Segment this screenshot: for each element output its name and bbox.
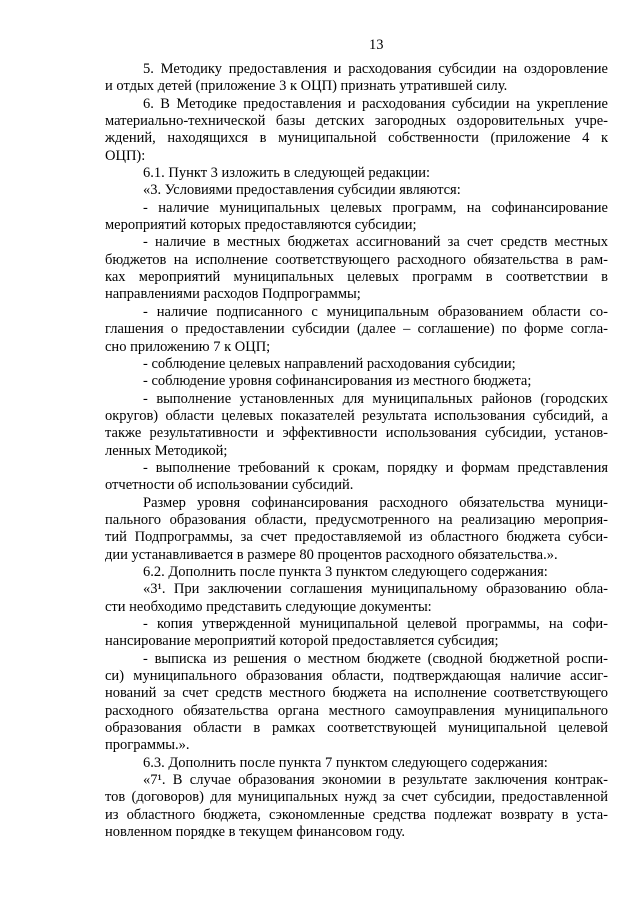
document-body	[105, 61, 608, 841]
text-line: расходного обязательства органа местного самоуправления муниципального	[105, 702, 608, 719]
condition-target-programs	[105, 200, 608, 235]
text-line: «7¹. В случае образования экономии в результате заключения контрак-	[143, 772, 608, 789]
text-line: дии устанавливается в размере 80 процентов расходного обязательства.».	[105, 546, 558, 563]
condition-target-spending	[105, 356, 608, 373]
text-line: также результативности и эффективности использования субсидии, установ-	[105, 425, 608, 442]
text-line: из областного бюджета, сэкономленные средства подлежат возврату в уста-	[105, 806, 608, 823]
cofinancing-rate-paragraph	[105, 495, 608, 564]
text-line: материально-технической базы детских загородных оздоровительных учре-	[105, 113, 608, 130]
text-line: сти необходимо представить следующие документы:	[105, 598, 432, 615]
quoted-point-3	[105, 182, 608, 199]
text-line: 6. В Методике предоставления и расходования субсидии на укрепление	[143, 95, 608, 112]
text-line: - наличие в местных бюджетах ассигнований за счет средств местных	[143, 234, 608, 251]
text-line: - выполнение требований к срокам, порядку и формам представления	[143, 459, 608, 476]
clause-6-2	[105, 564, 608, 581]
text-line: - копия утвержденной муниципальной целевой программы, на софи-	[143, 616, 608, 632]
text-line: и отдых детей (приложение 3 к ОЦП) признать утратившей силу.	[105, 78, 508, 95]
text-line: нований за счет средств местного бюджета на исполнение соответствующего	[105, 685, 608, 702]
document-budget-extract	[105, 651, 608, 755]
text-line: - выписка из решения о местном бюджете (сводной бюджетной роспи-	[143, 650, 608, 667]
quoted-point-7-1	[105, 772, 608, 841]
text-line: тов (договоров) для муниципальных нужд за счет субсидии, предоставленной	[105, 789, 608, 806]
condition-local-budget-allocations	[105, 234, 608, 303]
condition-cofinancing-level	[105, 373, 608, 390]
text-line: мероприятий которых предоставляются субсидии;	[105, 217, 417, 234]
text-line: - соблюдение уровня софинансирования из местного бюджета;	[143, 373, 532, 390]
text-line: 5. Методику предоставления и расходования субсидии на оздоровление	[143, 61, 608, 77]
text-line: - наличие муниципальных целевых программ, на софинансирование	[143, 199, 608, 216]
text-line: округов) области целевых показателей результата использования субсидий, а	[105, 407, 608, 424]
text-line: новленном порядке в текущем финансовом году.	[105, 824, 405, 841]
text-line: си) муниципального образования области, подтверждающая наличие ассиг-	[105, 668, 608, 685]
text-line: 6.3. Дополнить после пункта 7 пунктом следующего содержания:	[143, 754, 548, 771]
text-line: ждений, находящихся в муниципальной собственности (приложение 4 к	[105, 130, 608, 147]
text-line: «3. Условиями предоставления субсидии являются:	[143, 182, 461, 199]
text-line: пального образования области, предусмотренного на реализацию мероприя-	[105, 511, 608, 528]
condition-reporting-requirements	[105, 460, 608, 495]
page-number: 13	[369, 37, 384, 53]
quoted-point-3-1	[105, 581, 608, 616]
condition-signed-agreement	[105, 304, 608, 356]
text-line: Размер уровня софинансирования расходного обязательства муници-	[143, 494, 608, 511]
text-line: «3¹. При заключении соглашения муниципальному образованию обла-	[143, 581, 608, 598]
text-line: образования области в рамках соответствующей муниципальной целевой	[105, 720, 608, 737]
text-line: программы.».	[105, 737, 190, 754]
text-line: 6.2. Дополнить после пункта 3 пунктом следующего содержания:	[143, 563, 548, 580]
condition-target-indicators	[105, 391, 608, 460]
text-line: - соблюдение целевых направлений расходования субсидии;	[143, 355, 516, 372]
clause-5	[105, 61, 608, 96]
text-line: - наличие подписанного с муниципальным образованием области со-	[143, 303, 608, 320]
text-line: ленных Методикой;	[105, 442, 228, 459]
text-line: нансирование мероприятий которой предоставляется субсидия;	[105, 633, 499, 650]
text-line: - выполнение установленных для муниципальных районов (городских	[143, 390, 608, 407]
clause-6-1	[105, 165, 608, 182]
document-program-copy	[105, 616, 608, 651]
text-line: отчетности об использовании субсидий.	[105, 477, 354, 494]
text-line: бюджетов на исполнение соответствующего расходного обязательства в рам-	[105, 251, 608, 268]
text-line: 6.1. Пункт 3 изложить в следующей редакции:	[143, 165, 431, 182]
text-line: ОЦП):	[105, 147, 146, 164]
text-line: ках мероприятий муниципальных целевых программ в соответствии в	[105, 269, 608, 286]
text-line: тий Подпрограммы, за счет предоставляемой из областного бюджета субси-	[105, 529, 608, 546]
text-line: сно приложению 7 к ОЦП;	[105, 338, 271, 355]
clause-6	[105, 96, 608, 165]
clause-6-3	[105, 755, 608, 772]
text-line: глашения о предоставлении субсидии (далее – соглашение) по форме согла-	[105, 321, 608, 338]
text-line: направлениями расходов Подпрограммы;	[105, 286, 361, 303]
